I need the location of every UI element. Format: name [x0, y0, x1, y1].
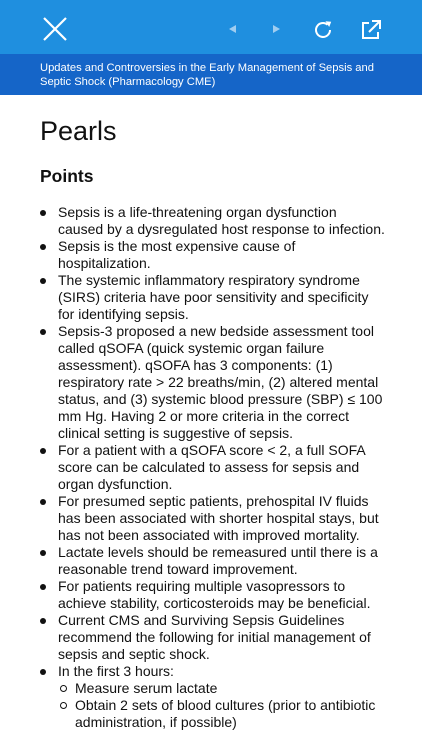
- course-title-line-2: Septic Shock (Pharmacology CME): [40, 76, 216, 88]
- course-title-line-1: Updates and Controversies in the Early Management of Sepsis and: [40, 62, 374, 74]
- next-button[interactable]: [267, 20, 285, 38]
- list-item: For patients requiring multiple vasopressors to achieve stability, corticosteroids may be beneficial.: [40, 578, 385, 612]
- points-list: [40, 204, 385, 731]
- list-item-with-subitems: [40, 663, 385, 731]
- list-item: Sepsis is a life-threatening organ dysfunction caused by a dysregulated host response to infection.: [40, 204, 385, 238]
- triangle-left-icon: [228, 24, 238, 34]
- list-item: Lactate levels should be remeasured until there is a reasonable trend toward improvement.: [40, 544, 385, 578]
- list-item: The systemic inflammatory respiratory syndrome (SIRS) criteria have poor sensitivity and specificity for identifying sepsis.: [40, 272, 385, 323]
- list-item: For a patient with a qSOFA score < 2, a full SOFA score can be calculated to assess for sepsis and organ dysfunction.: [40, 442, 385, 493]
- list-item: Current CMS and Surviving Sepsis Guidelines recommend the following for initial management of sepsis and septic shock.: [40, 612, 385, 663]
- triangle-right-icon: [271, 24, 281, 34]
- refresh-icon: [311, 18, 335, 42]
- close-icon: [42, 16, 68, 42]
- close-button[interactable]: [38, 12, 72, 46]
- article-content: [0, 95, 422, 731]
- refresh-button[interactable]: [308, 15, 338, 45]
- section-title: Points: [40, 166, 94, 186]
- list-item: For presumed septic patients, prehospital IV fluids has been associated with shorter hospital stays, but has not been associated with improved mortality.: [40, 493, 385, 544]
- external-link-icon: [359, 18, 383, 42]
- sub-list-item: Measure serum lactate: [58, 680, 385, 697]
- course-title-bar: [0, 54, 422, 95]
- sub-list-item: Obtain 2 sets of blood cultures (prior to antibiotic administration, if possible): [58, 697, 385, 731]
- list-item-text: In the first 3 hours:: [58, 663, 174, 679]
- top-toolbar: [0, 0, 422, 54]
- open-external-button[interactable]: [356, 15, 386, 45]
- sub-points-list: [58, 680, 385, 731]
- list-item: Sepsis-3 proposed a new bedside assessment tool called qSOFA (quick systemic organ failure assessment). qSOFA has 3 components: (1) respiratory rate > 22 breaths/min, (2) altered mental status, and (3) systemic blood pressure (SBP) ≤ 100 mm Hg. Having 2 or more criteria in the correct clinical setting is suggestive of sepsis.: [40, 323, 385, 442]
- previous-button[interactable]: [224, 20, 242, 38]
- page-title: Pearls: [40, 116, 117, 146]
- list-item: Sepsis is the most expensive cause of hospitalization.: [40, 238, 385, 272]
